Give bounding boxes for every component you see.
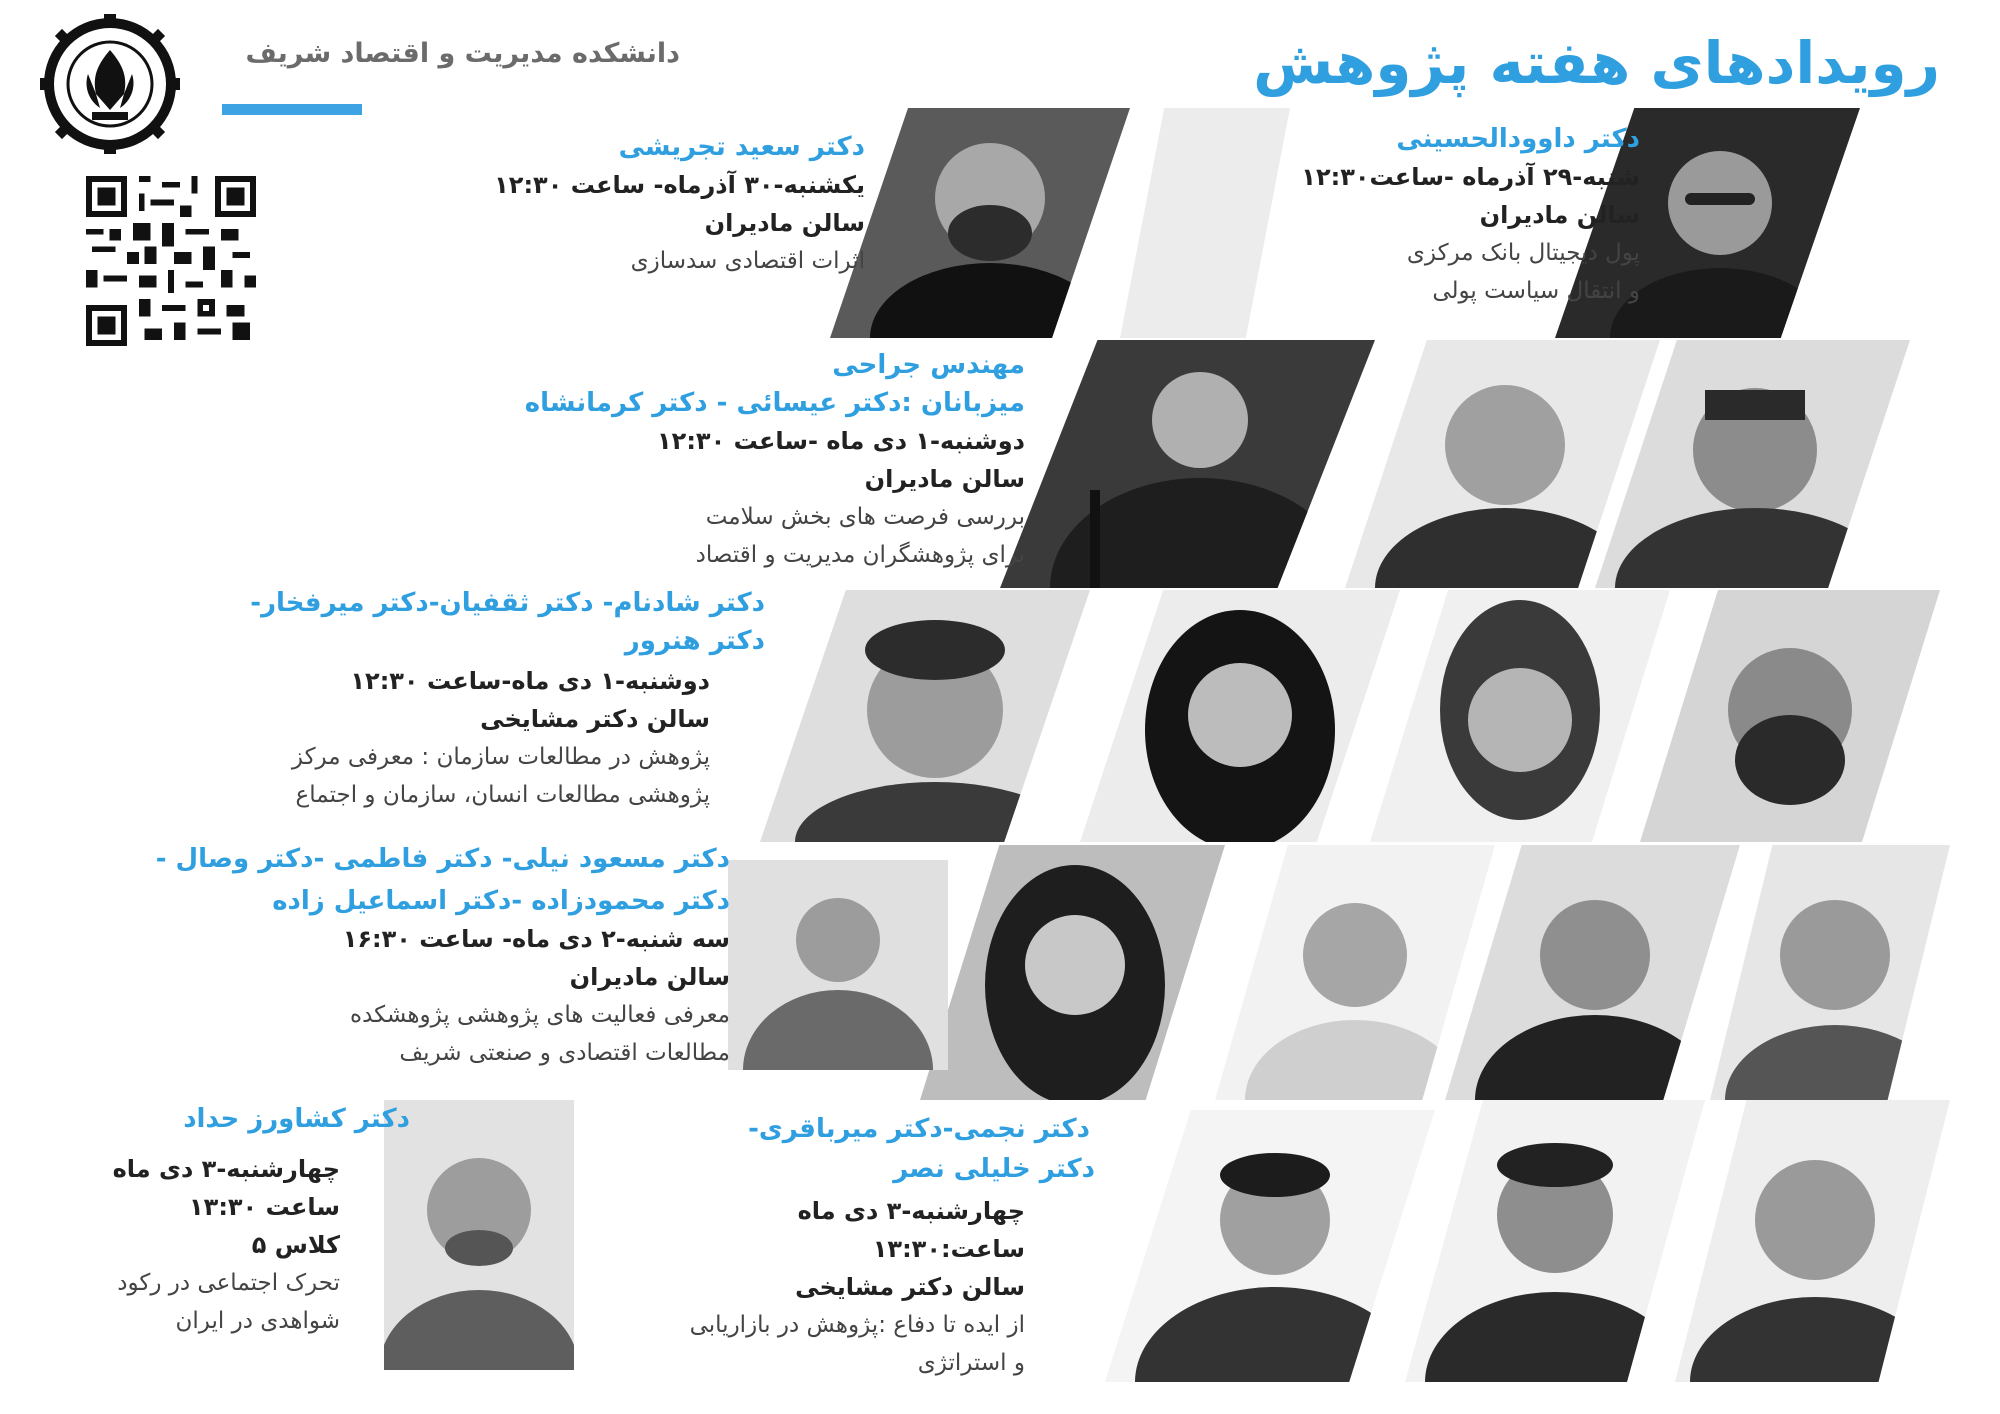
event-najmi — [650, 1110, 1090, 1148]
speaker-photo-esmaeilzadeh — [728, 860, 948, 1070]
event-najmi-schedule — [585, 1192, 1025, 1382]
event-shadnam — [245, 584, 765, 660]
event-location: سالن مادیران — [1479, 201, 1640, 229]
event-davoodalhosseini — [1140, 120, 1640, 310]
speaker-photo-saghafian — [1080, 590, 1400, 842]
event-location: سالن دکتر مشایخی — [480, 705, 710, 733]
event-topic-line: پژوهش در مطالعات سازمان : معرفی مرکز — [291, 744, 710, 770]
speaker-photo-honarvar — [1640, 590, 1940, 842]
event-topic-line: برای پژوهشگران مدیریت و اقتصاد — [695, 542, 1025, 568]
event-shadnam-details — [190, 662, 710, 814]
event-topic-line: از ایده تا دفاع :پژوهش در بازاریابی — [689, 1312, 1025, 1338]
event-hosts: میزبانان :دکتر عیسائی - دکتر کرمانشاه — [524, 388, 1025, 418]
event-time: ساعت:۱۳:۳۰ — [872, 1235, 1025, 1263]
event-speaker-line: دکتر خلیلی نصر — [893, 1154, 1095, 1184]
event-topic-line: پژوهشی مطالعات انسان، سازمان و اجتماع — [295, 782, 710, 808]
event-speaker: مهندس جراحی — [832, 350, 1025, 380]
speaker-photo-khalilinasr — [1105, 1110, 1435, 1382]
event-tajrishi — [405, 128, 865, 280]
event-topic-line: و استراتژی — [917, 1350, 1025, 1376]
page-title: رویدادهای هفته پژوهش — [1253, 29, 1940, 97]
event-speaker: دکتر سعید تجریشی — [618, 132, 865, 162]
speaker-photo-najmi — [1675, 1100, 1950, 1382]
speaker-photo-mirfakhar — [1370, 590, 1670, 842]
event-date: شنبه-۲۹ آذرماه -ساعت۱۲:۳۰ — [1301, 163, 1640, 191]
speaker-photo-jarrahi — [1000, 340, 1375, 588]
event-speaker-line: دکتر نجمی-دکتر میرباقری- — [748, 1114, 1090, 1144]
speaker-photo-shadnam — [760, 590, 1090, 842]
event-date: چهارشنبه-۳ دی ماه — [112, 1155, 340, 1183]
event-topic-line: مطالعات اقتصادی و صنعتی شریف — [399, 1040, 730, 1066]
event-topic-line: پول دیجیتال بانک مرکزی — [1406, 240, 1640, 266]
event-location: سالن مادیران — [864, 465, 1025, 493]
event-location: کلاس ۵ — [251, 1231, 340, 1259]
speaker-photo-mirbagheri — [1405, 1100, 1705, 1382]
event-date: دوشنبه-۱ دی ماه-ساعت ۱۲:۳۰ — [350, 667, 710, 695]
speaker-photo-vesal — [1215, 845, 1495, 1100]
event-speaker-line: دکتر شادنام- دکتر ثقفیان-دکتر میرفخار- — [250, 588, 765, 618]
event-topic-line: بررسی فرصت های بخش سلامت — [705, 504, 1025, 530]
event-speaker: دکتر کشاورز حداد — [183, 1104, 410, 1134]
event-date: دوشنبه-۱ دی ماه -ساعت ۱۲:۳۰ — [657, 427, 1025, 455]
speaker-photo-keshavarz-haddad — [384, 1100, 574, 1370]
event-speaker-line: دکتر مسعود نیلی- دکتر فاطمی -دکتر وصال - — [155, 844, 730, 874]
event-nili — [50, 840, 730, 878]
event-date: سه شنبه-۲ دی ماه- ساعت ۱۶:۳۰ — [342, 925, 730, 953]
event-najmi-details — [655, 1150, 1095, 1188]
event-nili-details — [110, 882, 730, 1072]
event-topic-line: تحرک اجتماعی در رکود — [117, 1270, 340, 1296]
event-keshavarz-haddad — [30, 1100, 410, 1138]
event-speaker-line: دکتر هنرور — [624, 626, 765, 656]
speaker-photo-nili — [1710, 845, 1950, 1100]
event-speaker-line: دکتر محمودزاده -دکتر اسماعیل زاده — [272, 886, 730, 916]
speaker-photo-fatemi — [1445, 845, 1740, 1100]
qr-code[interactable] — [86, 176, 256, 346]
speaker-photo-mahmoudzadeh — [920, 845, 1225, 1100]
event-jarrahi — [505, 346, 1025, 574]
event-location: سالن دکتر مشایخی — [795, 1273, 1025, 1301]
faculty-name: دانشکده مدیریت و اقتصاد شریف — [245, 38, 680, 69]
event-time: ساعت ۱۳:۳۰ — [189, 1193, 340, 1221]
event-topic-line: شواهدی در ایران — [175, 1308, 340, 1334]
event-speaker: دکتر داوودالحسینی — [1396, 124, 1640, 154]
event-keshavarz-haddad-details — [20, 1150, 340, 1340]
event-date: یکشنبه-۳۰ آذرماه- ساعت ۱۲:۳۰ — [494, 171, 865, 199]
event-location: سالن مادیران — [704, 209, 865, 237]
event-topic-line: اثرات اقتصادی سدسازی — [630, 248, 865, 274]
faculty-underline — [222, 104, 362, 115]
event-location: سالن مادیران — [569, 963, 730, 991]
event-date: چهارشنبه-۳ دی ماه — [797, 1197, 1025, 1225]
event-topic-line: معرفی فعالیت های پژوهشی پژوهشکده — [350, 1002, 730, 1028]
speaker-photo-tajrishi — [830, 108, 1130, 338]
event-topic-line: و انتقال سیاست پولی — [1432, 278, 1640, 304]
sharif-university-logo — [40, 14, 180, 154]
